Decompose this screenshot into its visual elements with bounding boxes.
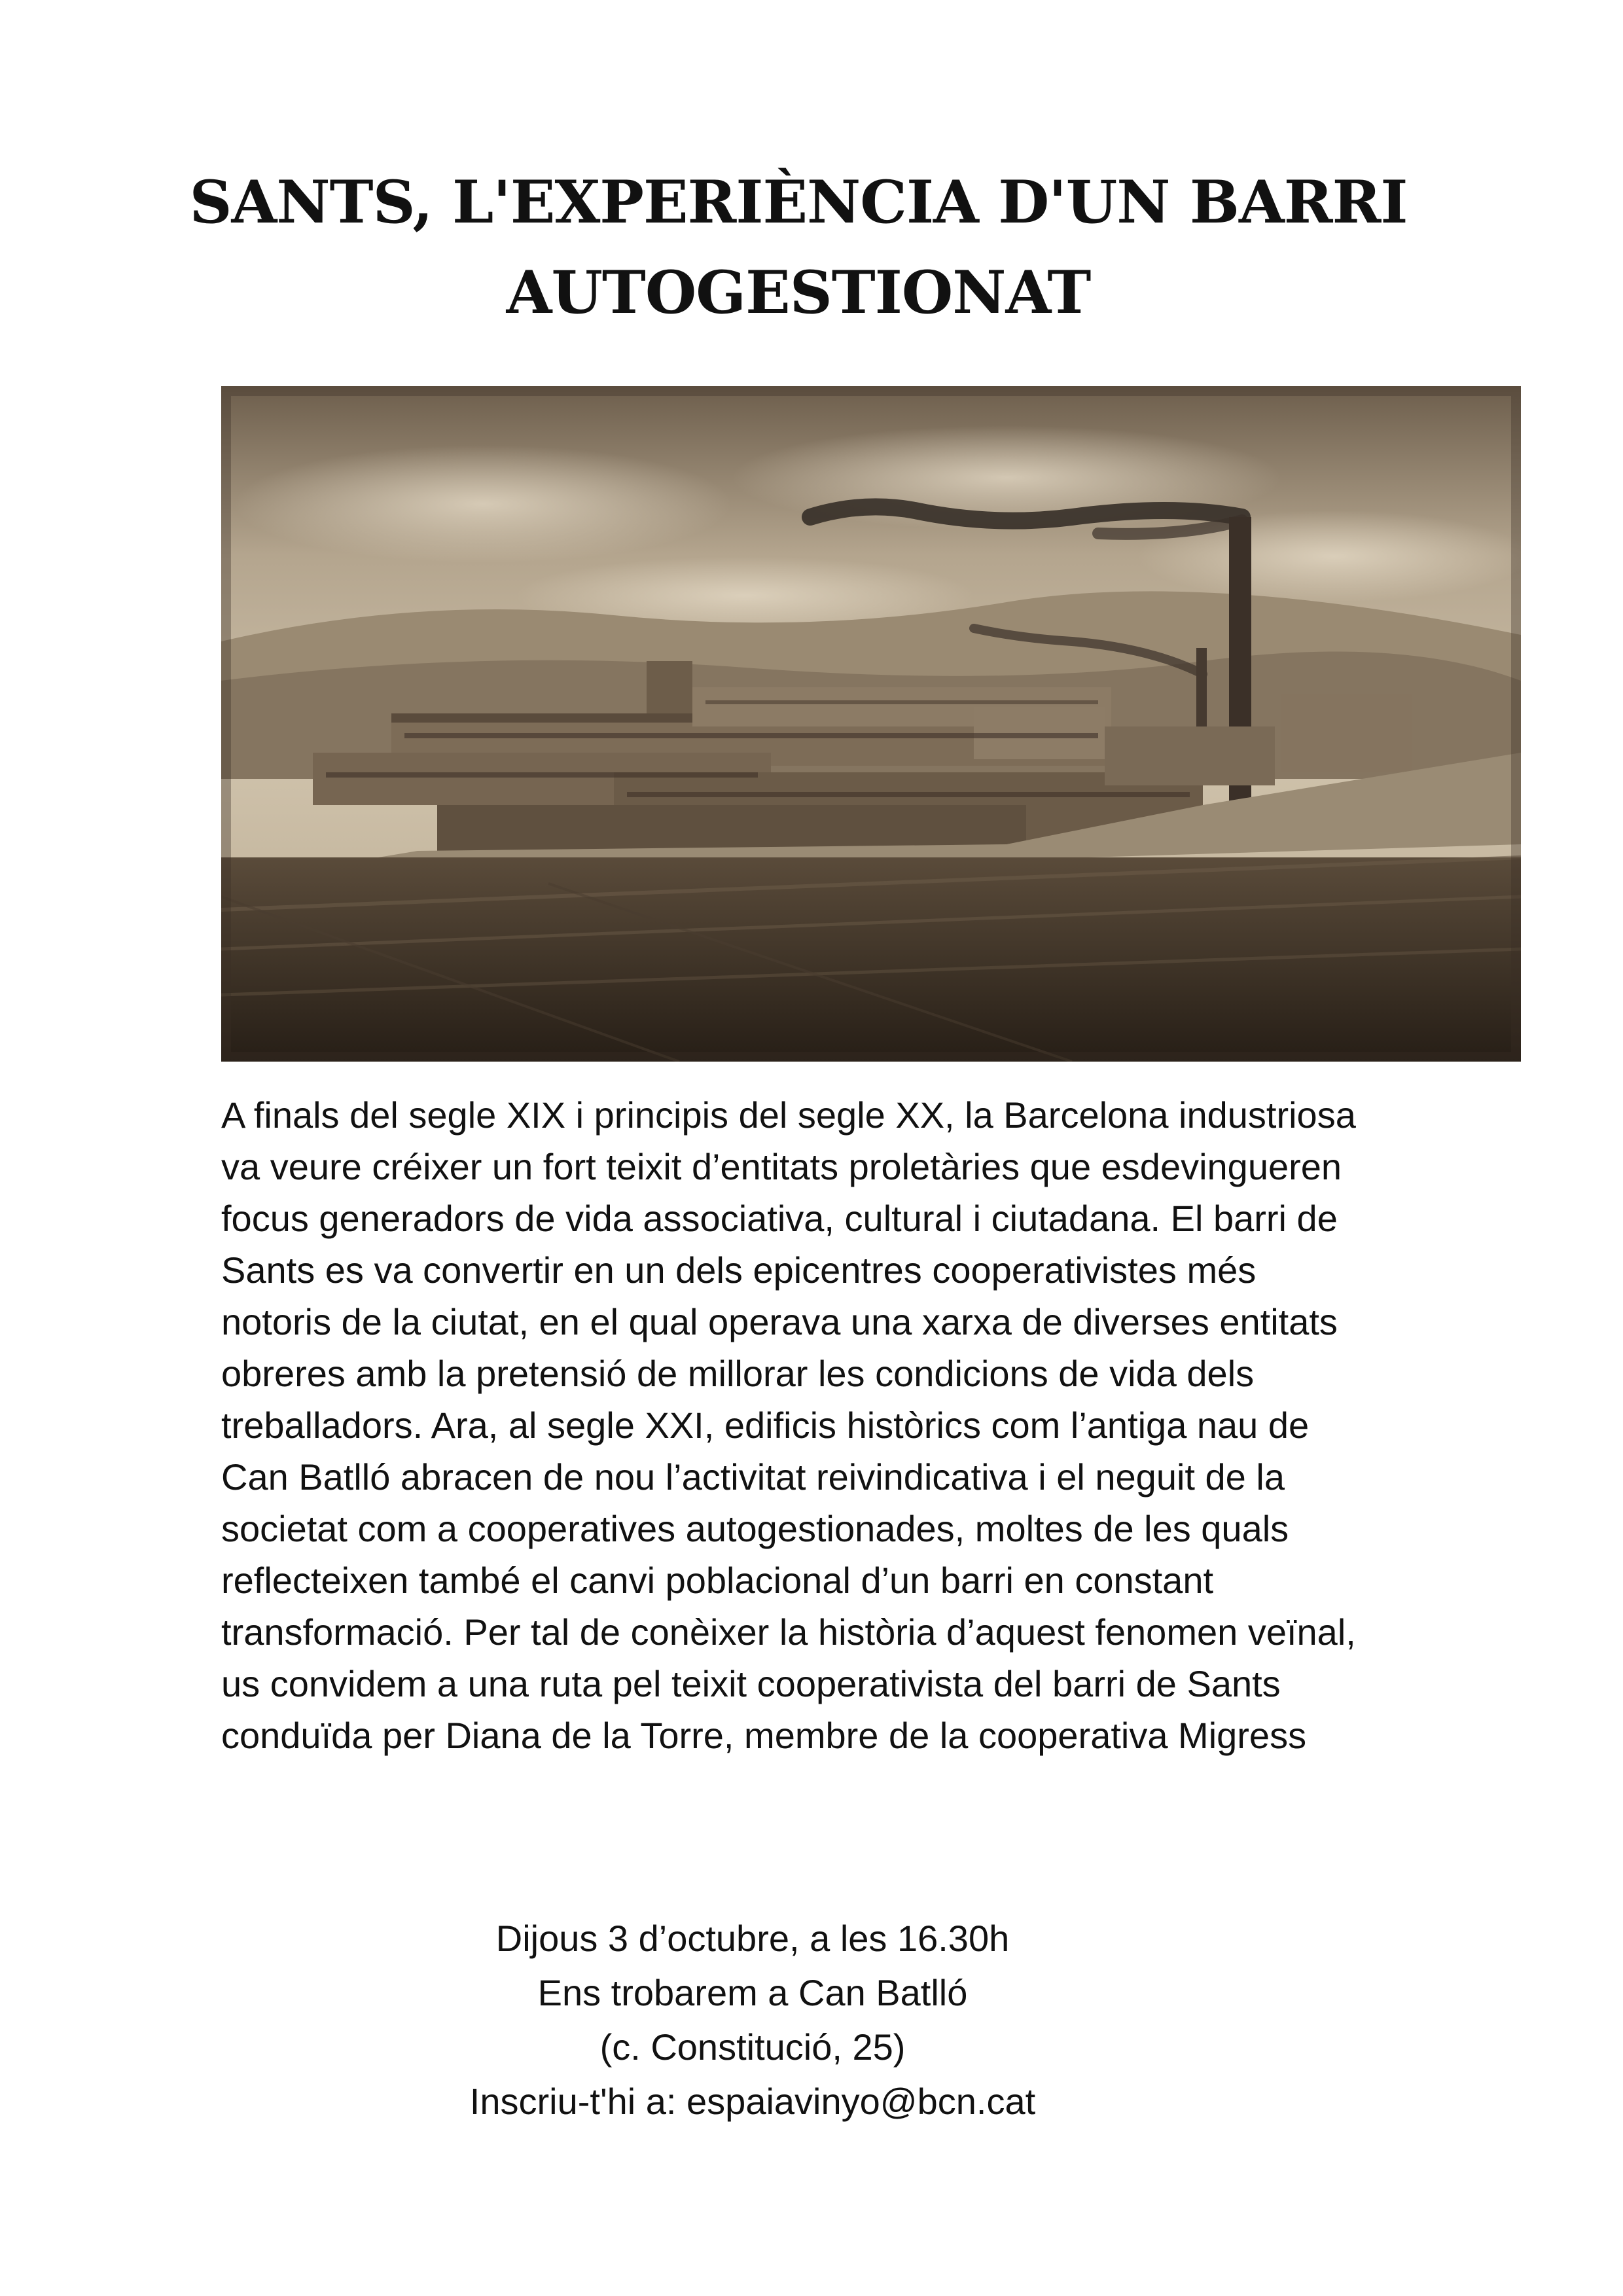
factory-photo-illustration xyxy=(221,386,1521,1062)
event-details xyxy=(0,1911,1623,2128)
title-line-2: AUTOGESTIONAT xyxy=(506,258,1091,327)
description-paragraph: A finals del segle XIX i principis del segle XX, la Barcelona industriosa va veure créixer un fort teixit d’entitats proletàries que esdevingueren focus generadors de vida associativa, cultural i ciutadana. El barri de Sants es va convertir en un dels epicentres cooperativistes més notoris de la ciutat, en el qual operava una xarxa de diverses entitats obreres amb la pretensió de millorar les condicions de vida dels treballadors. Ara, al segle XXI, edificis històrics com l’antiga nau de Can Batlló abracen de nou l’activitat reivindicativa i el neguit de la societat com a cooperatives autogestionades, moltes de les quals reflecteixen també el canvi poblacional d’un barri en constant transformació. Per tal de conèixer la història d’aquest fenomen veïnal, us convidem a una ruta pel teixit cooperativista del barri de Sants conduïda per Diana de la Torre, membre de la cooperativa Migress xyxy=(221,1094,1356,1756)
title-line-1: SANTS, L'EXPERIÈNCIA D'UN BARRI xyxy=(189,168,1408,237)
event-meeting-point: Ens trobarem a Can Batlló xyxy=(537,1972,968,2013)
event-address: (c. Constitució, 25) xyxy=(599,2026,906,2068)
historic-factory-photo xyxy=(221,386,1521,1062)
page-title xyxy=(0,157,1623,338)
event-date: Dijous 3 d’octubre, a les 16.30h xyxy=(495,1918,1010,1959)
event-signup: Inscriu-t'hi a: espaiavinyo@bcn.cat xyxy=(469,2081,1036,2122)
